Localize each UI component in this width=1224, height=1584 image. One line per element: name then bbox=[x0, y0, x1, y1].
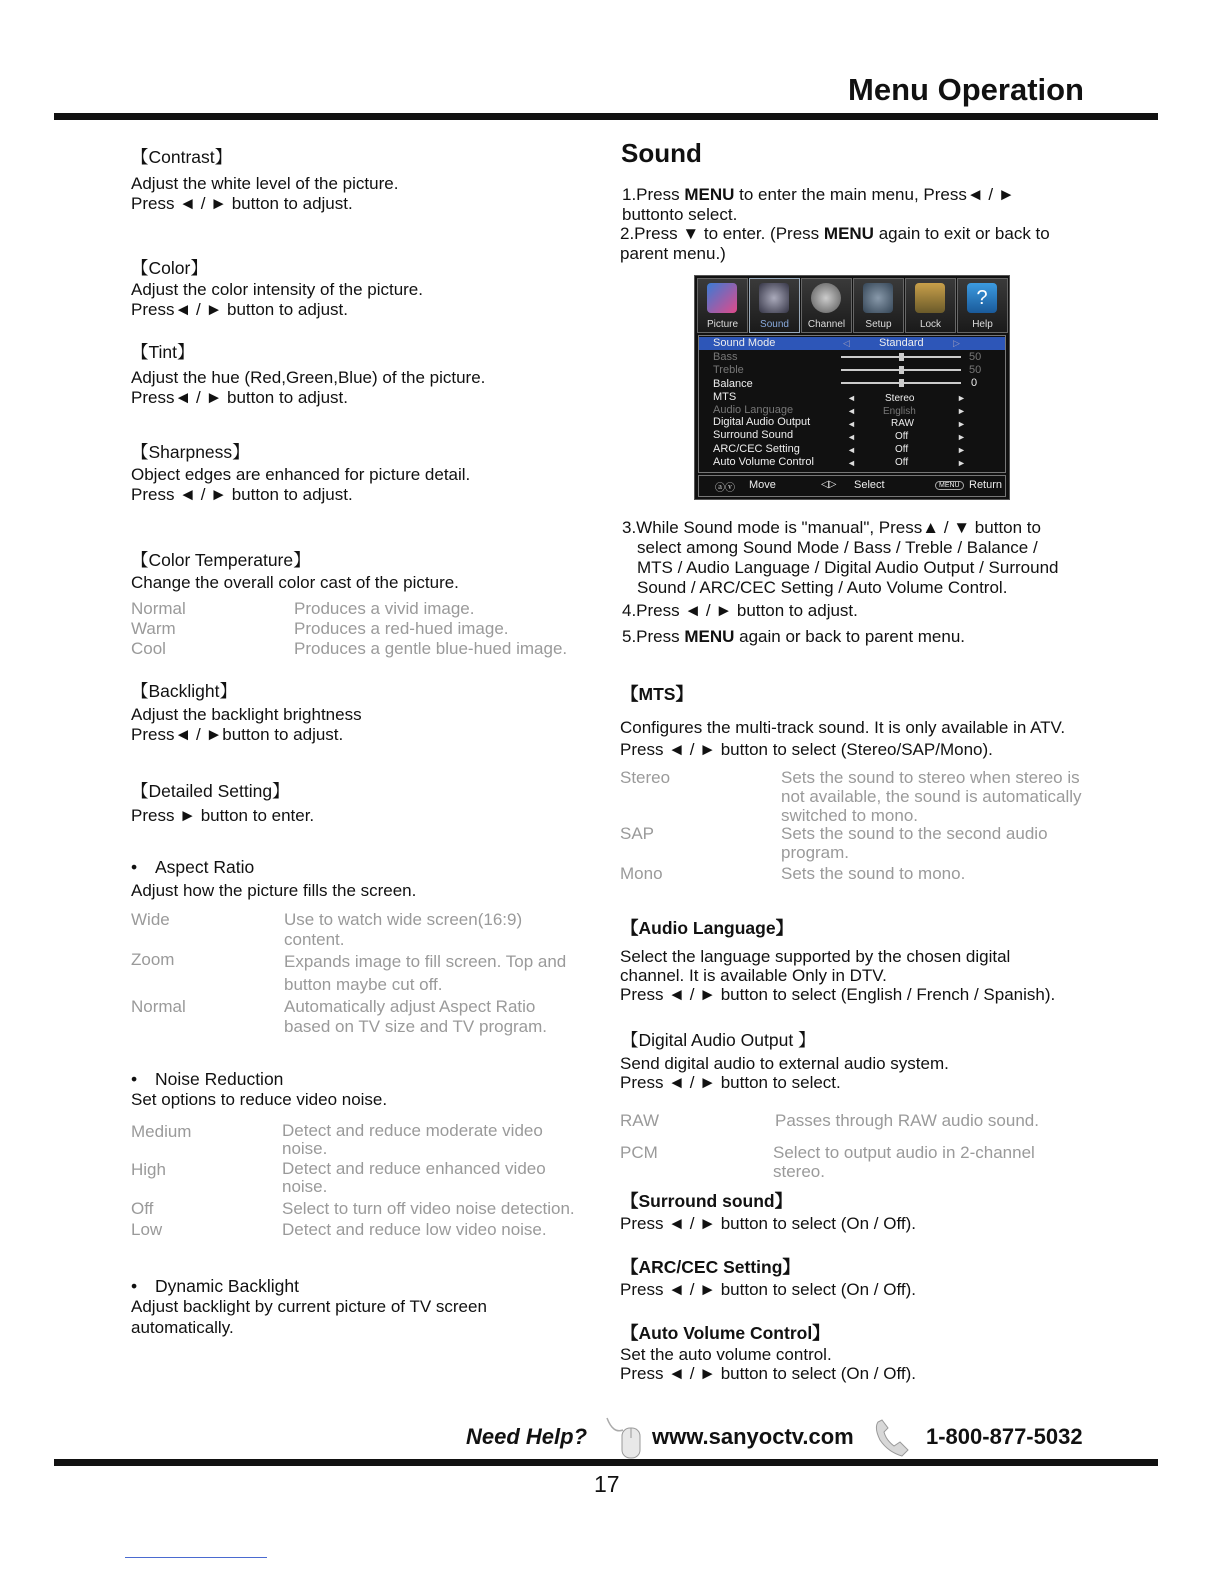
detailed-press: Press ► button to enter. bbox=[131, 806, 315, 825]
contrast-heading: 【Contrast】 bbox=[131, 147, 233, 167]
tv-menu-footer bbox=[698, 475, 1006, 497]
table-cell: Off bbox=[131, 1199, 154, 1218]
move-hint: Move bbox=[749, 479, 776, 491]
gear-icon bbox=[863, 283, 893, 313]
menu-item-arc-cec[interactable]: ARC/CEC Setting bbox=[713, 443, 800, 455]
right-arrows-icon: ► ► ► ► ► ► bbox=[957, 393, 966, 468]
treble-slider-knob[interactable] bbox=[899, 366, 904, 374]
balance-value: 0 bbox=[971, 377, 978, 389]
satellite-icon bbox=[811, 283, 841, 313]
page-title: Menu Operation bbox=[848, 72, 1084, 107]
step-4: 4.Press ◄ / ► button to adjust. bbox=[622, 601, 858, 620]
table-cell: Medium bbox=[131, 1122, 192, 1141]
digital-audio-heading: 【Digital Audio Output 】 bbox=[621, 1030, 816, 1050]
treble-value: 50 bbox=[969, 364, 982, 376]
tab-channel[interactable]: Channel bbox=[801, 278, 852, 333]
table-cell: Passes through RAW audio sound. bbox=[775, 1111, 1039, 1130]
digital-audio-press: Press ◄ / ► button to select. bbox=[620, 1073, 841, 1092]
step-3: 3.While Sound mode is "manual", Press▲ / ▼ button to bbox=[622, 518, 1041, 537]
sharpness-press: Press ◄ / ► button to adjust. bbox=[131, 485, 353, 504]
color-desc: Adjust the color intensity of the picture. bbox=[131, 280, 423, 299]
speaker-icon bbox=[759, 283, 789, 313]
tint-desc: Adjust the hue (Red,Green,Blue) of the picture. bbox=[131, 368, 486, 387]
table-cell: Warm bbox=[131, 619, 176, 638]
tint-heading: 【Tint】 bbox=[131, 342, 195, 362]
step-1-cont: buttonto select. bbox=[622, 205, 738, 224]
step-2: 2.Press ▼ to enter. (Press MENU again to exit or back to bbox=[620, 224, 1050, 243]
aspect-desc: Adjust how the picture fills the screen. bbox=[131, 881, 417, 900]
bass-value: 50 bbox=[969, 351, 982, 363]
mts-table bbox=[620, 768, 1100, 888]
digital-audio-desc: Send digital audio to external audio system. bbox=[620, 1054, 949, 1073]
aspect-table bbox=[131, 910, 601, 1040]
arc-cec-value: Off bbox=[895, 444, 909, 455]
menu-item-balance[interactable]: Balance bbox=[713, 378, 753, 390]
table-cell: Select to turn off video noise detection. bbox=[282, 1199, 575, 1218]
website-link[interactable]: www.sanyoctv.com bbox=[652, 1424, 854, 1449]
lock-icon bbox=[915, 283, 945, 313]
left-arrows-icon: ◄ ◄ ◄ ◄ ◄ ◄ bbox=[847, 393, 856, 468]
audio-language-desc: Select the language supported by the chosen digital bbox=[620, 947, 1011, 966]
chevron-left-icon[interactable]: ◁ bbox=[843, 338, 850, 348]
contrast-desc: Adjust the white level of the picture. bbox=[131, 174, 399, 193]
help-icon: ? bbox=[967, 283, 997, 313]
table-cell: Normal bbox=[131, 997, 186, 1016]
tab-setup[interactable]: Setup bbox=[853, 278, 904, 333]
dynamic-heading: • Dynamic Backlight bbox=[155, 1276, 299, 1296]
table-cell: High bbox=[131, 1160, 166, 1179]
tab-picture[interactable]: Picture bbox=[697, 278, 748, 333]
step-2-cont: parent menu.) bbox=[620, 244, 726, 263]
color-temp-heading: 【Color Temperature】 bbox=[131, 550, 311, 570]
menu-item-digital-audio[interactable]: Digital Audio Output bbox=[713, 416, 811, 428]
table-cell: Zoom bbox=[131, 950, 175, 969]
picture-icon bbox=[707, 283, 737, 313]
avc-desc: Set the auto volume control. bbox=[620, 1345, 832, 1364]
tv-sound-menu bbox=[694, 275, 1010, 500]
mts-heading: 【MTS】 bbox=[621, 684, 693, 704]
avc-press: Press ◄ / ► button to select (On / Off). bbox=[620, 1364, 916, 1383]
up-down-icon: ⓐⓥ bbox=[715, 483, 735, 494]
noise-table bbox=[131, 1122, 611, 1242]
table-cell: Produces a vivid image. bbox=[294, 599, 475, 618]
detailed-heading: 【Detailed Setting】 bbox=[131, 781, 290, 801]
table-cell: Detect and reduce low video noise. bbox=[282, 1220, 547, 1239]
surround-heading: 【Surround sound】 bbox=[621, 1191, 793, 1211]
mts-value: Stereo bbox=[885, 393, 915, 404]
phone-number: 1-800-877-5032 bbox=[926, 1424, 1083, 1449]
table-cell: Use to watch wide screen(16:9) content. bbox=[284, 910, 523, 949]
arc-heading: 【ARC/CEC Setting】 bbox=[621, 1257, 800, 1277]
backlight-press: Press◄ / ►button to adjust. bbox=[131, 725, 344, 744]
table-cell: Sets the sound to stereo when stereo is not available, the sound is automatically switched to mono. bbox=[781, 768, 1082, 825]
menu-item-audio-language[interactable]: Audio Language bbox=[713, 404, 794, 416]
dynamic-desc: Adjust backlight by current picture of TV screen bbox=[131, 1297, 487, 1316]
step-3-cont-3: Sound / ARC/CEC Setting / Auto Volume Control. bbox=[637, 578, 1008, 597]
digital-audio-value: RAW bbox=[891, 418, 914, 429]
tab-sound[interactable]: Sound bbox=[749, 278, 800, 333]
avc-heading: 【Auto Volume Control】 bbox=[621, 1323, 830, 1343]
mts-desc: Configures the multi-track sound. It is only available in ATV. bbox=[620, 718, 1066, 737]
select-hint: Select bbox=[854, 479, 885, 491]
mouse-icon bbox=[605, 1416, 645, 1460]
color-temp-desc: Change the overall color cast of the picture. bbox=[131, 573, 459, 592]
menu-item-mts[interactable]: MTS bbox=[713, 391, 737, 403]
backlight-heading: 【Backlight】 bbox=[131, 681, 238, 701]
table-cell: Sets the sound to the second audio program. bbox=[781, 824, 1048, 862]
page-number: 17 bbox=[594, 1471, 620, 1497]
arc-press: Press ◄ / ► button to select (On / Off). bbox=[620, 1280, 916, 1299]
need-help-label: Need Help? bbox=[466, 1424, 588, 1449]
surround-value: Off bbox=[895, 431, 909, 442]
tab-help[interactable]: ? Help bbox=[957, 278, 1008, 333]
table-cell: Produces a gentle blue-hued image. bbox=[294, 639, 568, 658]
footnote-line bbox=[125, 1557, 267, 1558]
audio-language-value: English bbox=[883, 406, 916, 417]
table-cell: SAP bbox=[620, 824, 655, 843]
tint-press: Press◄ / ► button to adjust. bbox=[131, 388, 348, 407]
color-press: Press◄ / ► button to adjust. bbox=[131, 300, 348, 319]
audio-language-press: Press ◄ / ► button to select (English / French / Spanish). bbox=[620, 985, 1056, 1004]
noise-desc: Set options to reduce video noise. bbox=[131, 1090, 388, 1109]
table-cell: Sets the sound to mono. bbox=[781, 864, 966, 883]
audio-language-heading: 【Audio Language】 bbox=[621, 918, 794, 938]
chevron-right-icon[interactable]: ▷ bbox=[953, 338, 960, 348]
table-cell: Cool bbox=[131, 639, 166, 658]
sound-title: Sound bbox=[621, 138, 702, 168]
table-cell: Detect and reduce moderate video noise. bbox=[282, 1121, 543, 1158]
treble-slider[interactable] bbox=[841, 369, 961, 371]
tv-menu-list bbox=[698, 335, 1006, 473]
auto-volume-value: Off bbox=[895, 457, 909, 468]
table-cell: Normal bbox=[131, 599, 186, 618]
balance-slider[interactable] bbox=[841, 382, 961, 384]
sound-mode-value: Standard bbox=[879, 337, 924, 349]
menu-item-bass[interactable]: Bass bbox=[713, 351, 738, 363]
menu-item-sound-mode[interactable]: Sound Mode bbox=[713, 337, 776, 349]
phone-icon bbox=[872, 1418, 914, 1458]
table-cell: Produces a red-hued image. bbox=[294, 619, 509, 638]
surround-press: Press ◄ / ► button to select (On / Off). bbox=[620, 1214, 916, 1233]
backlight-desc: Adjust the backlight brightness bbox=[131, 705, 362, 724]
aspect-heading: • Aspect Ratio bbox=[155, 857, 254, 877]
tab-lock[interactable]: Lock bbox=[905, 278, 956, 333]
sharpness-heading: 【Sharpness】 bbox=[131, 442, 250, 462]
bass-slider-knob[interactable] bbox=[899, 353, 904, 361]
menu-item-auto-volume[interactable]: Auto Volume Control bbox=[713, 456, 814, 468]
table-cell: RAW bbox=[620, 1111, 660, 1130]
digital-audio-table bbox=[620, 1111, 1100, 1181]
menu-item-surround[interactable]: Surround Sound bbox=[713, 429, 794, 441]
bass-slider[interactable] bbox=[841, 356, 961, 358]
table-cell: Wide bbox=[131, 910, 170, 929]
mts-press: Press ◄ / ► button to select (Stereo/SAP/Mono). bbox=[620, 740, 993, 759]
step-1: 1.Press MENU to enter the main menu, Press◄ / ► bbox=[622, 185, 1015, 204]
contrast-press: Press ◄ / ► button to adjust. bbox=[131, 194, 353, 213]
color-temp-table bbox=[131, 599, 601, 661]
step-3-cont-2: MTS / Audio Language / Digital Audio Output / Surround bbox=[637, 558, 1059, 577]
sharpness-desc: Object edges are enhanced for picture detail. bbox=[131, 465, 471, 484]
balance-slider-knob[interactable] bbox=[899, 379, 904, 387]
color-heading: 【Color】 bbox=[131, 258, 208, 278]
menu-item-treble[interactable]: Treble bbox=[713, 364, 744, 376]
step-5: 5.Press MENU again or back to parent menu. bbox=[622, 627, 966, 646]
noise-heading: • Noise Reduction bbox=[155, 1069, 283, 1089]
bottom-rule bbox=[54, 1459, 1158, 1466]
table-cell: Low bbox=[131, 1220, 163, 1239]
table-cell: Select to output audio in 2-channel stereo. bbox=[773, 1143, 1035, 1181]
audio-language-desc-2: channel. It is available Only in DTV. bbox=[620, 966, 887, 985]
table-cell: Stereo bbox=[620, 768, 671, 787]
table-cell: Expands image to fill screen. Top and button maybe cut off. bbox=[284, 952, 567, 994]
table-cell: Automatically adjust Aspect Ratio based on TV size and TV program. bbox=[284, 997, 548, 1036]
table-cell: Detect and reduce enhanced video noise. bbox=[282, 1159, 546, 1196]
left-right-icon: ◁▷ bbox=[821, 479, 837, 490]
dynamic-desc-2: automatically. bbox=[131, 1318, 234, 1337]
table-cell: Mono bbox=[620, 864, 663, 883]
table-cell: PCM bbox=[620, 1143, 658, 1162]
menu-key-icon: MENU bbox=[935, 481, 964, 490]
top-rule bbox=[54, 113, 1158, 120]
step-3-cont-1: select among Sound Mode / Bass / Treble / Balance / bbox=[637, 538, 1038, 557]
return-hint: Return bbox=[969, 479, 1003, 491]
